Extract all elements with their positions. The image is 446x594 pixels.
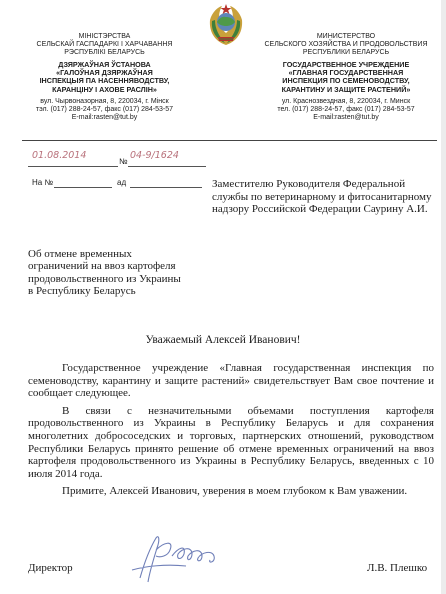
incoming-date-line	[130, 187, 202, 188]
contact-line: E-mail:rasten@tut.by	[313, 113, 379, 121]
header-divider	[22, 140, 437, 141]
outgoing-number-sign: №	[119, 157, 128, 166]
outgoing-date: 01.08.2014	[32, 150, 87, 161]
date-underline	[28, 166, 118, 167]
handwritten-signature-icon	[126, 526, 236, 586]
ministry-line: МІНІСТЭРСТВА	[78, 33, 131, 40]
ministry-line: РЕСПУБЛИКИ БЕЛАРУСЬ	[302, 49, 390, 56]
contact-line: тел. (017) 288-24-57, факс (017) 284-53-57	[277, 105, 415, 113]
signatory-name: Л.В. Плешко	[367, 562, 428, 574]
right-letterhead	[257, 33, 435, 122]
org-line: КАРАНТИНУ И ЗАЩИТЕ РАСТЕНИЙ»	[281, 84, 411, 94]
ministry-line: РЭСПУБЛІКІ БЕЛАРУСЬ	[64, 49, 145, 56]
body-paragraph: Государственное учреждение «Главная государственная инспекция по семеноводству, карантину и защите растений» свидетельствует Вам свое почтение и сообщает следующее.	[28, 362, 434, 400]
contact-line: ул. Краснозвездная, 8, 220034, г. Минск	[281, 97, 411, 105]
addressee: Заместителю Руководителя Федеральной службы по ветеринарному и фитосанитарному надзору Российской Федерации Саурину А.И.	[212, 178, 432, 215]
ministry-line: МИНИСТЕРСТВО	[316, 33, 376, 40]
org-line: ІНСПЕКЦЫЯ ПА НАСЕННЯВОДСТВУ,	[39, 76, 170, 86]
page-edge	[441, 0, 446, 594]
org-line: ДЗЯРЖАЎНАЯ ЎСТАНОВА	[58, 60, 151, 69]
letter-body	[28, 362, 434, 503]
contact-line: вул. Чырвоназорная, 8, 220034, г. Мінск	[40, 97, 169, 105]
incoming-from-label: ад	[117, 178, 127, 187]
state-emblem-icon	[206, 3, 246, 47]
org-line: ИНСПЕКЦИЯ ПО СЕМЕНОВОДСТВУ,	[282, 76, 410, 86]
signatory-position: Директор	[28, 562, 73, 574]
body-paragraph: Примите, Алексей Иванович, уверения в моем глубоком к Вам уважении.	[62, 485, 408, 498]
org-line: ГОСУДАРСТВЕННОЕ УЧРЕЖДЕНИЕ	[282, 60, 410, 69]
ministry-line: СЕЛЬСКАЙ ГАСПАДАРКІ І ХАРЧАВАННЯ	[36, 41, 173, 48]
left-letterhead	[22, 33, 187, 122]
number-underline	[128, 166, 206, 167]
incoming-number-line	[54, 187, 112, 188]
contact-line: E-mail:rasten@tut.by	[71, 113, 138, 121]
outgoing-number: 04-9/1624	[130, 150, 179, 161]
incoming-number-label: На №	[32, 178, 54, 187]
contact-line: тэл. (017) 288-24-57, факс (017) 284-53-57	[35, 105, 174, 113]
letter-subject: Об отмене временных ограничений на ввоз картофеля продовольственного из Украины в Республику Беларусь	[28, 248, 181, 297]
org-line: «ГАЛОЎНАЯ ДЗЯРЖАЎНАЯ	[56, 68, 153, 78]
greeting: Уважаемый Алексей Иванович!	[145, 334, 301, 346]
body-paragraph: В связи с незначительными объемами поступления картофеля продовольственного из Украины в Республику Беларусь и для сохранения многолетних добрососедских и торговых, партнерских отношений, руководством Республики Беларусь принято решение об отмене временных ограничений на ввоз картофеля продовольственного из Украины в Республику Беларусь, введенных с 10 июля 2014 года.	[28, 404, 434, 480]
ministry-line: СЕЛЬСКОГО ХОЗЯЙСТВА И ПРОДОВОЛЬСТВИЯ	[264, 41, 428, 48]
org-line: «ГЛАВНАЯ ГОСУДАРСТВЕННАЯ	[288, 68, 404, 78]
org-line: КАРАНЦІНУ І АХОВЕ РАСЛІН»	[52, 84, 157, 94]
